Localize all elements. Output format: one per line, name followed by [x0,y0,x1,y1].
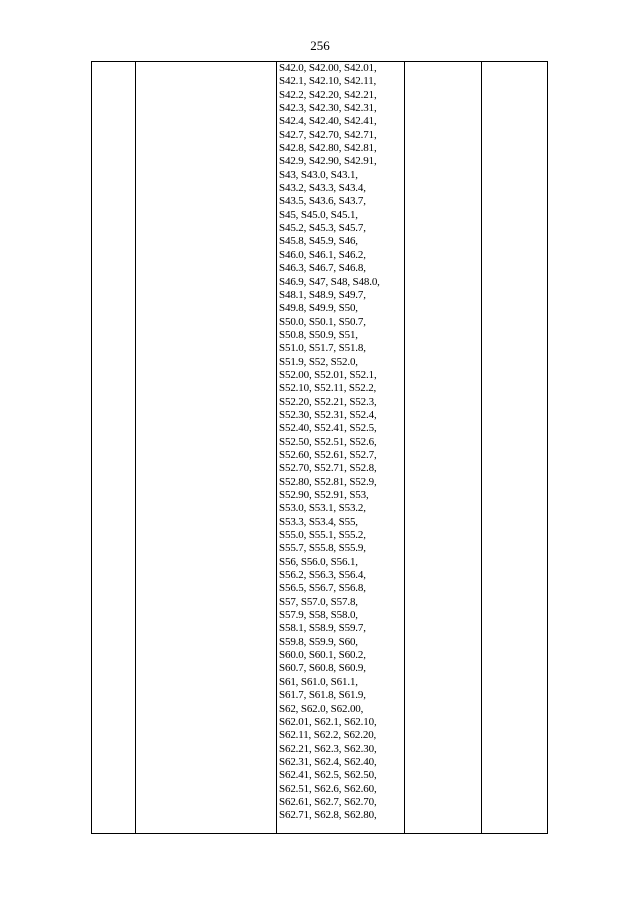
code-line: S52.30, S52.31, S52.4, [279,408,377,421]
code-line: S52.10, S52.11, S52.2, [279,382,377,395]
page-number: 256 [310,38,330,53]
code-line: S42.1, S42.10, S42.11, [279,75,377,88]
code-line: S53.0, S53.1, S53.2, [279,502,366,515]
code-line: S46.3, S46.7, S46.8, [279,262,366,275]
code-line: S62.61, S62.7, S62.70, [279,795,377,808]
code-line: S51.9, S52, S52.0, [279,355,358,368]
code-line: S57.9, S58, S58.0, [279,609,358,622]
code-line: S52.60, S52.61, S52.7, [279,448,377,461]
code-line: S52.80, S52.81, S52.9, [279,475,377,488]
table-cell-column-4 [405,62,482,833]
table-cell-column-2 [136,62,277,833]
code-line: S50.8, S50.9, S51, [279,328,358,341]
code-line: S43.2, S43.3, S43.4, [279,182,366,195]
code-line: S52.20, S52.21, S52.3, [279,395,377,408]
code-line: S62.11, S62.2, S62.20, [279,729,377,742]
code-line: S42.9, S42.90, S42.91, [279,155,377,168]
code-line: S43.5, S43.6, S43.7, [279,195,366,208]
table-cell-column-5 [482,62,547,833]
code-line: S51.0, S51.7, S51.8, [279,342,366,355]
code-line: S42.2, S42.20, S42.21, [279,88,377,101]
code-line: S42.8, S42.80, S42.81, [279,142,377,155]
code-line: S45.8, S45.9, S46, [279,235,358,248]
code-line: S46.0, S46.1, S46.2, [279,248,366,261]
code-line: S62, S62.0, S62.00, [279,702,364,715]
code-line: S52.70, S52.71, S52.8, [279,462,377,475]
document-table [91,61,548,834]
code-line: S52.50, S52.51, S52.6, [279,435,377,448]
code-line: S62.41, S62.5, S62.50, [279,769,377,782]
code-line: S45, S45.0, S45.1, [279,208,358,221]
code-line: S43, S43.0, S43.1, [279,168,358,181]
code-line: S50.0, S50.1, S50.7, [279,315,366,328]
code-line: S52.40, S52.41, S52.5, [279,422,377,435]
code-line: S62.51, S62.6, S62.60, [279,782,377,795]
code-line: S57, S57.0, S57.8, [279,595,358,608]
code-line: S56, S56.0, S56.1, [279,555,358,568]
code-line: S48.1, S48.9, S49.7, [279,288,366,301]
code-line: S46.9, S47, S48, S48.0, [279,275,380,288]
code-line: S52.90, S52.91, S53, [279,489,369,501]
code-line: S52.00, S52.01, S52.1, [279,368,377,381]
code-line: S56.2, S56.3, S56.4, [279,569,366,582]
table-cell-column-1 [92,62,136,833]
code-line: S59.8, S59.9, S60, [279,635,358,648]
code-line: S60.7, S60.8, S60.9, [279,662,366,675]
code-line: S62.01, S62.1, S62.10, [279,715,377,728]
code-line: S58.1, S58.9, S59.7, [279,622,366,635]
code-line: S55.7, S55.8, S55.9, [279,542,366,555]
code-line: S60.0, S60.1, S60.2, [279,649,366,662]
code-line: S55.0, S55.1, S55.2, [279,529,366,542]
code-line: S62.71, S62.8, S62.80, [279,809,377,822]
code-line: S42.3, S42.30, S42.31, [279,102,377,115]
code-line: S42.0, S42.00, S42.01, [279,62,377,74]
code-line: S42.7, S42.70, S42.71, [279,128,377,141]
code-line: S45.2, S45.3, S45.7, [279,222,366,235]
code-line: S62.31, S62.4, S62.40, [279,755,377,768]
code-line: S61.7, S61.8, S61.9, [279,689,366,702]
code-line: S49.8, S49.9, S50, [279,302,358,315]
code-line: S56.5, S56.7, S56.8, [279,582,366,595]
code-line: S53.3, S53.4, S55, [279,515,358,528]
code-line: S62.21, S62.3, S62.30, [279,742,377,755]
code-line: S42.4, S42.40, S42.41, [279,115,377,128]
code-line: S61, S61.0, S61.1, [279,675,358,688]
table-cell-diagnosis-codes [277,62,405,833]
